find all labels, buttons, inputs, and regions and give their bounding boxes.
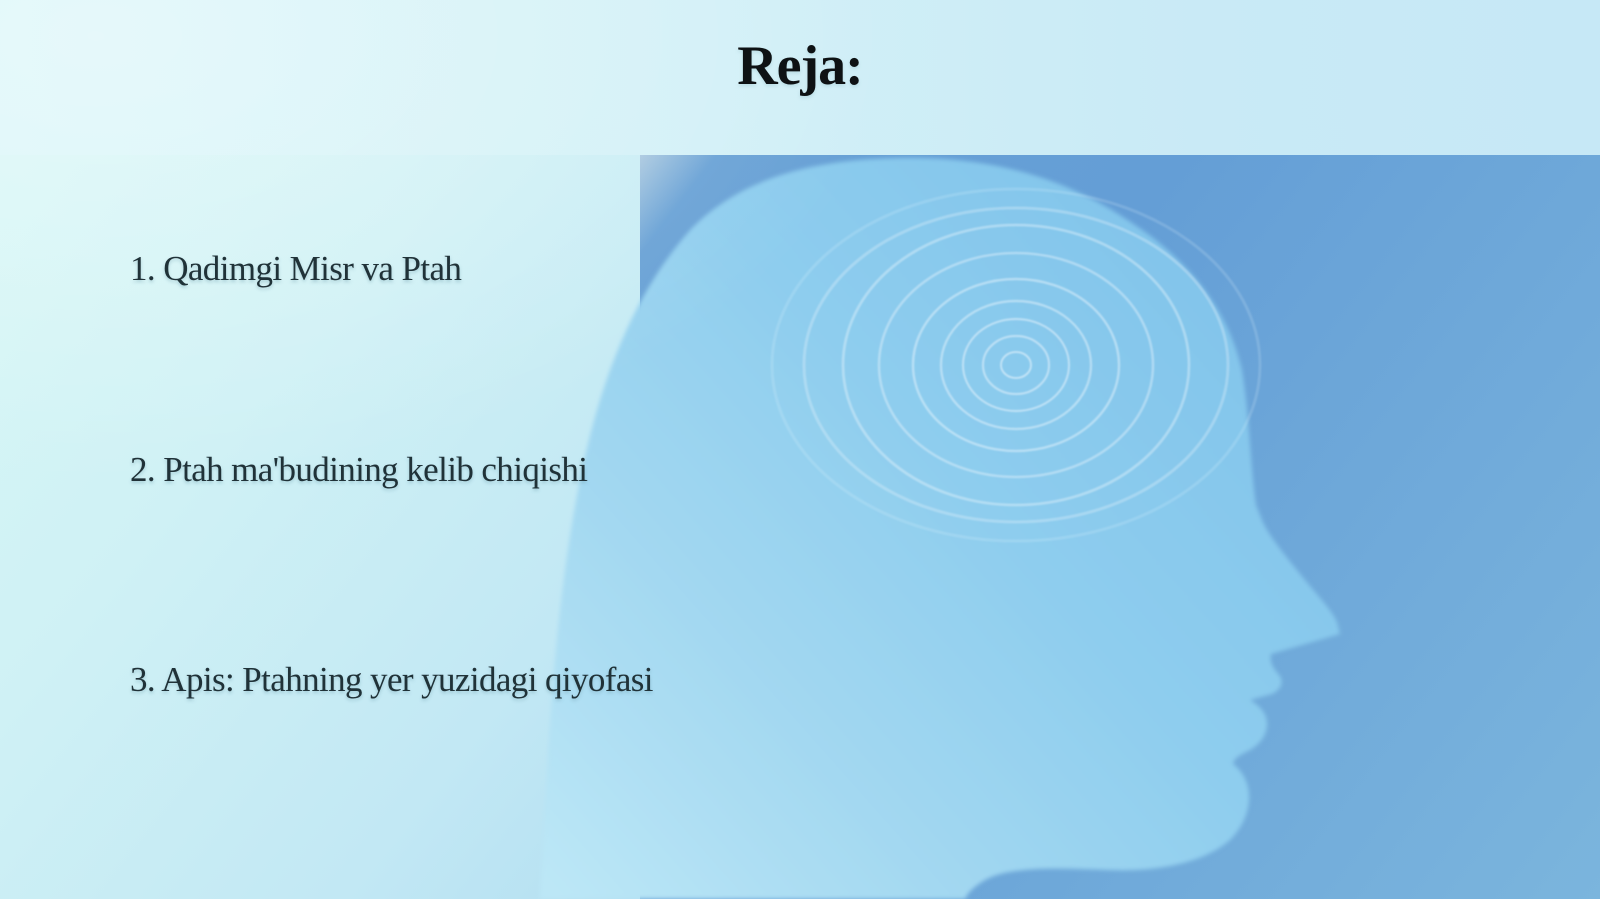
list-item: 2. Ptah ma'budining kelib chiqishi bbox=[130, 450, 588, 489]
page-title: Reja: bbox=[737, 35, 863, 97]
list-item: 1. Qadimgi Misr va Ptah bbox=[130, 249, 462, 288]
plan-list bbox=[130, 0, 890, 899]
list-item: 3. Apis: Ptahning yer yuzidagi qiyofasi bbox=[130, 660, 653, 699]
